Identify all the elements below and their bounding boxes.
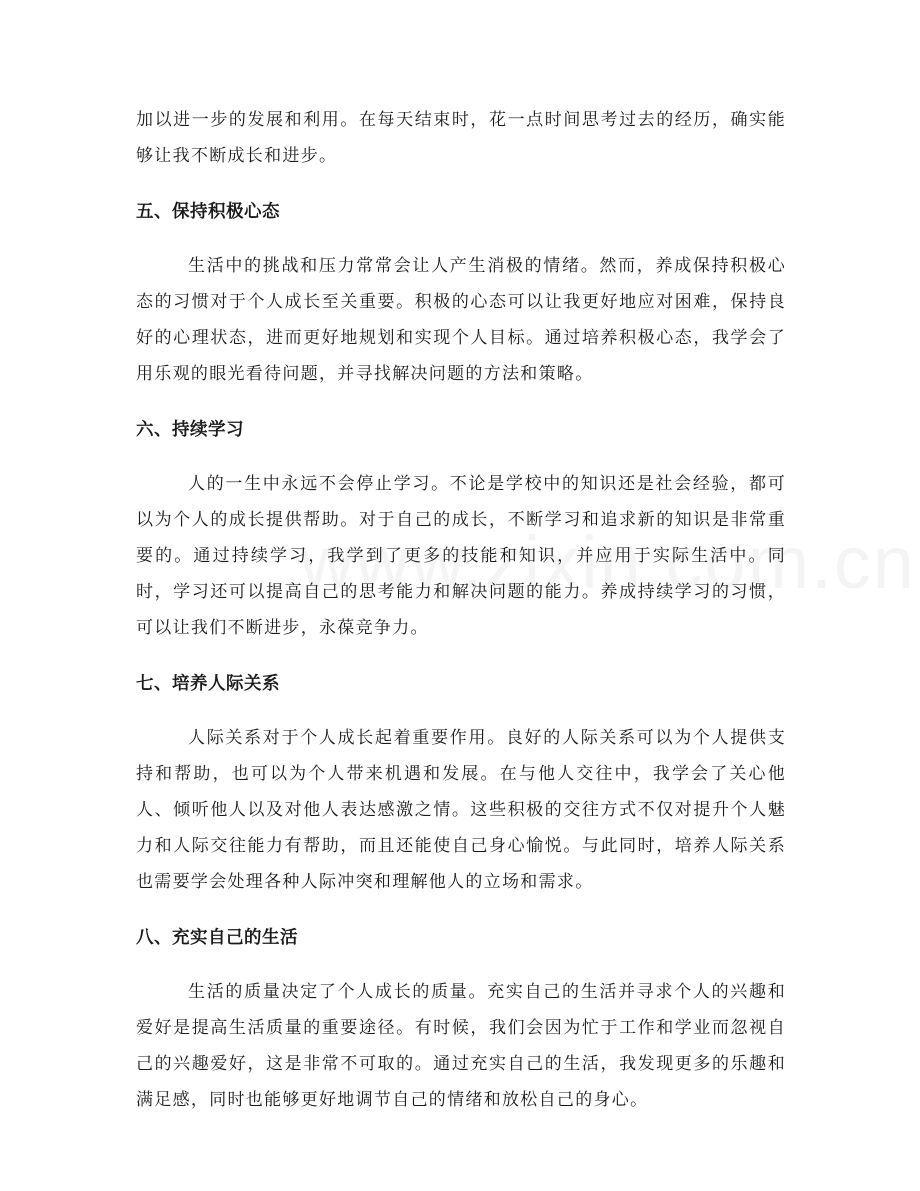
section-body-8: 生活的质量决定了个人成长的质量。充实自己的生活并寻求个人的兴趣和爱好是提高生活质量的重要途径。有时候，我们会因为忙于工作和学业而忽视自己的兴趣爱好，这是非常不可取的。通过充实自己的生活，我发现更多的乐趣和满足感，同时也能够更好地调节自己的情绪和放松自己的身心。: [136, 982, 786, 1110]
section-heading-6: 六、持续学习: [136, 420, 244, 440]
section-heading-8: 八、充实自己的生活: [136, 928, 298, 948]
section-body-5: 生活中的挑战和压力常常会让人产生消极的情绪。然而，养成保持积极心态的习惯对于个人成长至关重要。积极的心态可以让我更好地应对困难，保持良好的心理状态，进而更好地规划和实现个人目标。通过培养积极心态，我学会了用乐观的眼光看待问题，并寻找解决问题的方法和策略。: [136, 256, 786, 384]
section-heading-5: 五、保持积极心态: [136, 202, 280, 222]
section-body-6: 人的一生中永远不会停止学习。不论是学校中的知识还是社会经验，都可以为个人的成长提供帮助。对于自己的成长，不断学习和追求新的知识是非常重要的。通过持续学习，我学到了更多的技能和知识，并应用于实际生活中。同时，学习还可以提高自己的思考能力和解决问题的能力。养成持续学习的习惯，可以让我们不断进步，永葆竞争力。: [136, 474, 786, 638]
intro-paragraph: 加以进一步的发展和利用。在每天结束时，花一点时间思考过去的经历，确实能够让我不断成长和进步。: [136, 110, 786, 166]
section-body-7: 人际关系对于个人成长起着重要作用。良好的人际关系可以为个人提供支持和帮助，也可以为个人带来机遇和发展。在与他人交往中，我学会了关心他人、倾听他人以及对他人表达感激之情。这些积极的交往方式不仅对提升个人魅力和人际交往能力有帮助，而且还能使自己身心愉悦。与此同时，培养人际关系也需要学会处理各种人际冲突和理解他人的立场和需求。: [136, 728, 786, 892]
section-heading-7: 七、培养人际关系: [136, 674, 280, 694]
document-body: [136, 102, 786, 1118]
